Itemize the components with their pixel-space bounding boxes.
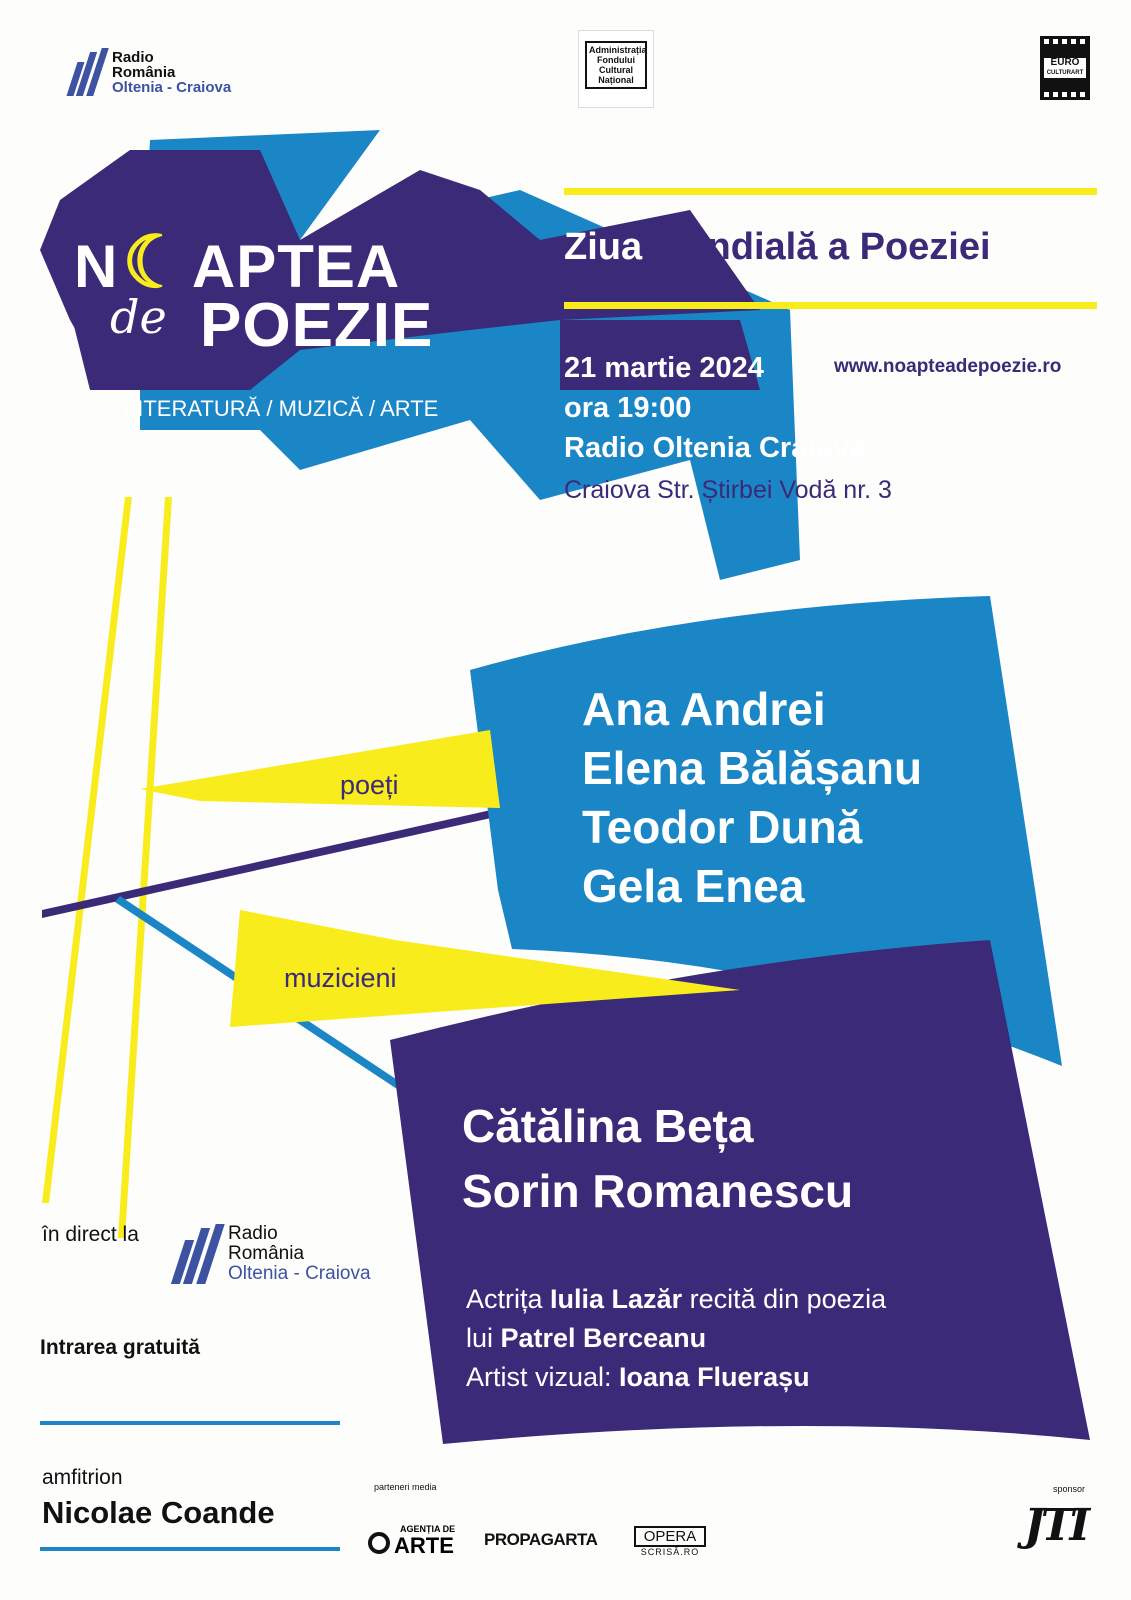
propagarta-logo: PROPAGARTA <box>484 1530 598 1549</box>
title-subtitle: LITERATURĂ / MUZICĂ / ARTE <box>125 396 439 421</box>
extra-credits: Actrița Iulia Lazăr recită din poezia lui Patrel Berceanu Artist vizual: Ioana Fluerașu <box>466 1284 887 1392</box>
afcn-logo: Administrația Fondului Cultural Național <box>578 30 654 108</box>
host-label: amfitrion <box>42 1466 123 1489</box>
musicians-label: muzicieni <box>284 963 397 993</box>
radio-stripes-icon <box>66 48 106 96</box>
poet-name: Teodor Dună <box>582 801 863 853</box>
euroculturart-logo: EURO CULTURART <box>1040 36 1090 100</box>
event-venue: Radio Oltenia Craiova <box>564 432 866 464</box>
poet-name: Ana Andrei <box>582 683 826 735</box>
agentia-de-arte-logo: AGENȚIA DE ARTE <box>368 1524 468 1556</box>
flag-pole-left <box>42 497 132 1203</box>
jti-logo: JTI <box>1024 1500 1087 1551</box>
flag-pole-right <box>118 497 172 1238</box>
event-address: Craiova Str. Știrbei Vodă nr. 3 <box>564 476 892 504</box>
moon-icon: ☾ <box>122 223 188 303</box>
poet-name: Gela Enea <box>582 860 805 912</box>
title-line1: N☾APTEA <box>74 223 401 303</box>
event-time: ora 19:00 <box>564 392 692 424</box>
poet-name: Elena Bălășanu <box>582 742 923 794</box>
divider-lower <box>40 1547 340 1551</box>
musicians-list <box>462 1094 853 1224</box>
musician-name: Cătălina Beța <box>462 1100 754 1152</box>
host-name: Nicolae Coande <box>42 1495 275 1530</box>
occasion: Ziua Mondială a Poeziei <box>564 226 991 268</box>
event-date: 21 martie 2024 <box>564 352 764 384</box>
live-radio-logo: Radio România Oltenia - Craiova <box>170 1224 371 1284</box>
title-line2: POEZIE <box>200 291 434 360</box>
poets-label: poeți <box>340 770 399 800</box>
yellow-rule-top <box>564 188 1097 195</box>
navy-diagonal <box>42 808 500 918</box>
poets-list <box>582 680 922 916</box>
radio-romania-logo: Radio România Oltenia - Craiova <box>66 48 231 96</box>
live-prefix: în direct la <box>42 1223 139 1246</box>
title-de: de <box>110 290 167 344</box>
yellow-rule-bottom <box>564 302 1097 309</box>
event-website[interactable]: www.noapteadepoezie.ro <box>834 356 1062 377</box>
sponsor-label: sponsor <box>1053 1484 1086 1494</box>
poets-pennant <box>140 730 500 808</box>
radio-stripes-icon <box>170 1224 222 1284</box>
musician-name: Sorin Romanescu <box>462 1165 854 1217</box>
entry-info: Intrarea gratuită <box>40 1336 200 1359</box>
divider-upper <box>40 1421 340 1425</box>
media-partners-label: parteneri media <box>374 1482 437 1492</box>
opera-scrisa-logo: OPERA SCRISĂ.RO <box>634 1526 706 1557</box>
